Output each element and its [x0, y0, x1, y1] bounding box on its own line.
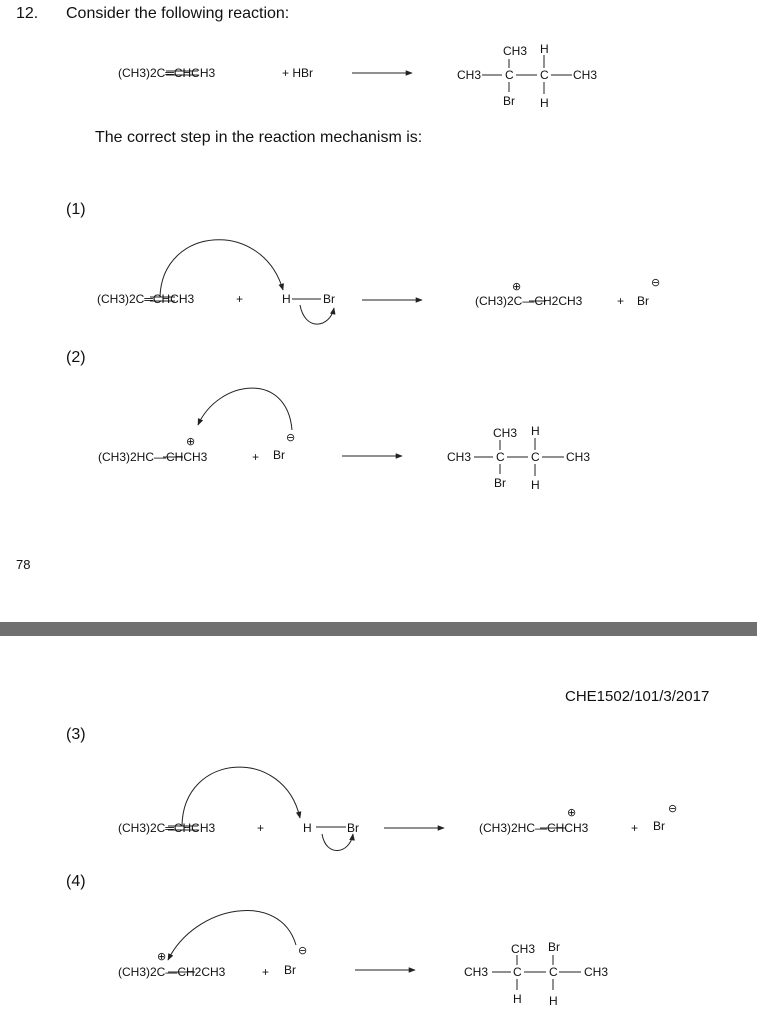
product-right: CH3	[573, 68, 598, 82]
product-c2: C	[531, 450, 540, 464]
product-top2: H	[540, 42, 549, 56]
product-bottom1: Br	[503, 94, 515, 108]
mechanism-prompt: The correct step in the reaction mechanism is:	[95, 129, 423, 146]
option1-product: (CH3)2C—CH2CH3	[475, 294, 583, 308]
product-top2: Br	[548, 940, 560, 954]
plus-sign: +	[252, 450, 260, 464]
product-left: CH3	[447, 450, 472, 464]
product-right: CH3	[566, 450, 591, 464]
negative-charge: ⊖	[298, 945, 308, 957]
option3-reactant: (CH3)2C═CHCH3	[118, 821, 216, 835]
product-c1: C	[505, 68, 514, 82]
curved-arrow	[168, 910, 296, 960]
curved-arrow	[182, 767, 300, 826]
bromide-anion: Br	[273, 448, 285, 462]
reagent-br: Br	[347, 821, 359, 835]
curved-arrow	[160, 240, 283, 297]
negative-charge: ⊖	[651, 277, 661, 289]
option-label: (3)	[66, 726, 86, 743]
plus-sign: +	[262, 965, 270, 979]
product-top1: CH3	[511, 942, 536, 956]
curved-arrow	[322, 834, 353, 851]
product-c1: C	[513, 965, 522, 979]
product-bottom1: Br	[494, 476, 506, 490]
positive-charge: ⊕	[512, 281, 522, 293]
option3-product: (CH3)2HC—CHCH3	[479, 821, 589, 835]
negative-charge: ⊖	[286, 432, 296, 444]
overall-reagent: + HBr	[282, 66, 314, 80]
question-number: 12.	[16, 5, 39, 22]
product-c2: C	[549, 965, 558, 979]
option-label: (1)	[66, 201, 86, 218]
product-top2: H	[531, 424, 540, 438]
reagent-h: H	[282, 292, 291, 306]
negative-charge: ⊖	[668, 803, 678, 815]
product-left: CH3	[464, 965, 489, 979]
reagent-h: H	[303, 821, 312, 835]
product-right: CH3	[584, 965, 609, 979]
product-bottom1: H	[513, 992, 522, 1006]
plus-sign: +	[631, 821, 639, 835]
course-code: CHE1502/101/3/2017	[565, 688, 710, 705]
curved-arrow	[300, 305, 334, 324]
product-c2: C	[540, 68, 549, 82]
product-top1: CH3	[503, 44, 528, 58]
product-c1: C	[496, 450, 505, 464]
product-bottom2: H	[531, 478, 540, 492]
plus-sign: +	[617, 294, 625, 308]
positive-charge: ⊕	[186, 436, 196, 448]
option1-reactant: (CH3)2C═CHCH3	[97, 292, 195, 306]
bromide-anion: Br	[653, 819, 665, 833]
reagent-br: Br	[323, 292, 335, 306]
page-number: 78	[16, 557, 31, 572]
page-separator	[0, 622, 757, 636]
option-label: (4)	[66, 873, 86, 890]
product-bottom2: H	[540, 96, 549, 110]
product-left: CH3	[457, 68, 482, 82]
option2-reactant: (CH3)2HC—CHCH3	[98, 450, 208, 464]
curved-arrow	[198, 388, 292, 430]
question-text: Consider the following reaction:	[66, 5, 290, 22]
plus-sign: +	[257, 821, 265, 835]
bromide-anion: Br	[637, 294, 649, 308]
overall-reactant: (CH3)2C═CHCH3	[118, 66, 216, 80]
bromide-anion: Br	[284, 963, 296, 977]
product-top1: CH3	[493, 426, 518, 440]
option-label: (2)	[66, 349, 86, 366]
plus-sign: +	[236, 292, 244, 306]
positive-charge: ⊕	[567, 807, 577, 819]
positive-charge: ⊕	[157, 951, 167, 963]
product-bottom2: H	[549, 994, 558, 1008]
option4-reactant: (CH3)2C—CH2CH3	[118, 965, 226, 979]
